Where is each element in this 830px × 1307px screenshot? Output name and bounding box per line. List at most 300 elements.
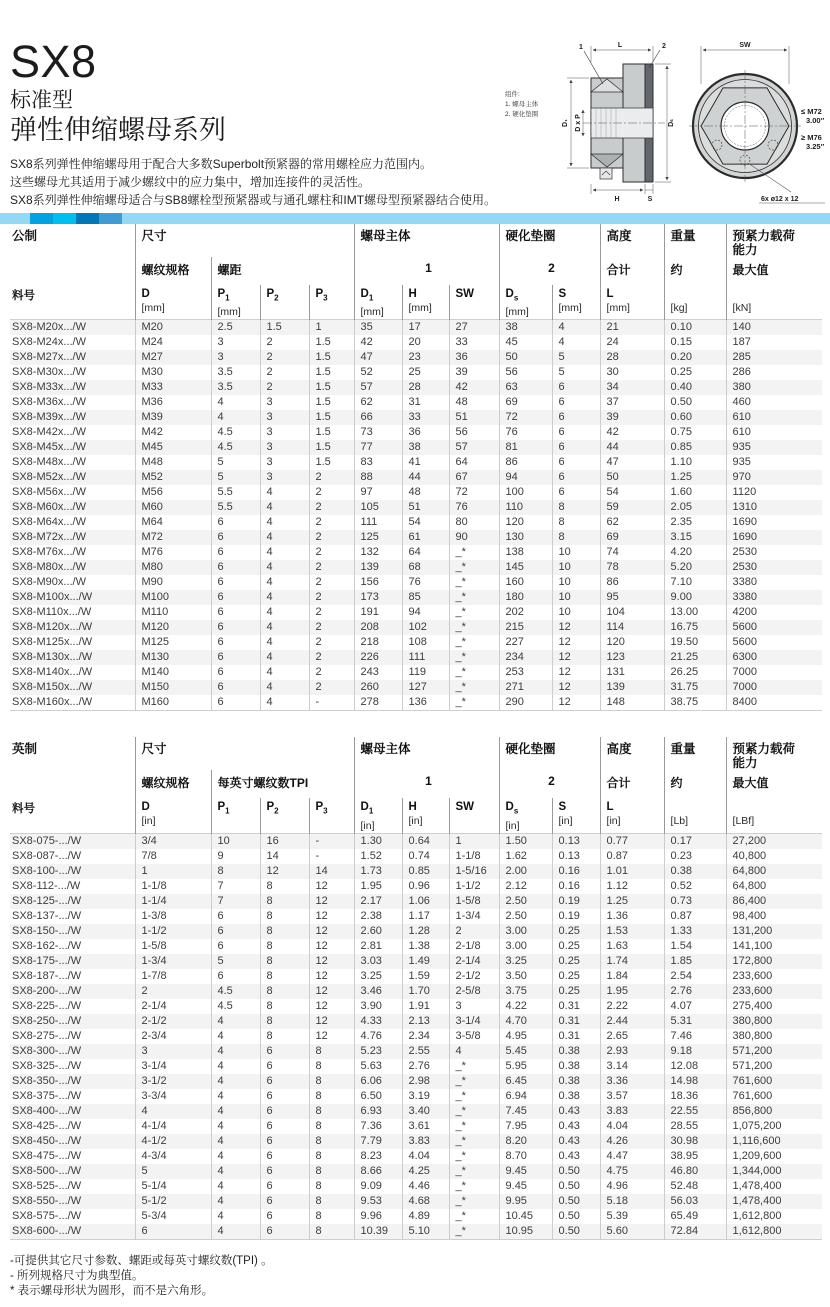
type-label: 标准型: [10, 89, 73, 112]
spec-value: _*: [449, 635, 499, 650]
spec-value: 1.60: [664, 485, 726, 500]
spec-value: _*: [449, 1164, 499, 1179]
spec-value: 10: [552, 605, 600, 620]
spec-value: 6: [260, 1164, 309, 1179]
part-number: SX8-M27x.../W: [12, 351, 86, 364]
spec-value: 0.38: [552, 1089, 600, 1104]
column-header: S [mm]: [552, 285, 600, 320]
spec-value: 2: [260, 380, 309, 395]
spec-value: 8: [309, 1164, 354, 1179]
subgroup-header: 每英寸螺纹数TPI: [211, 770, 354, 798]
table-row: [10, 879, 822, 894]
table-row: [10, 335, 822, 350]
column-header: $P_2$: [260, 285, 309, 320]
spec-value: 4.25: [402, 1164, 449, 1179]
spec-value: 5: [211, 954, 260, 969]
column-header: $P_3$: [309, 285, 354, 320]
spec-value: 0.25: [664, 365, 726, 380]
spec-value: 8.70: [499, 1149, 552, 1164]
table-row: [10, 680, 822, 695]
spec-value: 28: [402, 380, 449, 395]
spec-value: 4200: [726, 605, 822, 620]
spec-value: 9.95: [499, 1194, 552, 1209]
spec-value: _*: [449, 1089, 499, 1104]
spec-value: 6: [260, 1209, 309, 1224]
spec-value: 1-1/2: [135, 924, 211, 939]
spec-value: 0.50: [552, 1179, 600, 1194]
spec-value: 2: [309, 515, 354, 530]
spec-value: 1: [309, 320, 354, 336]
dim-label-L: L: [617, 42, 623, 49]
part-number: SX8-525-.../W: [12, 1179, 82, 1192]
spec-value: 6: [211, 530, 260, 545]
spec-value: 1.10: [664, 455, 726, 470]
part-number: SX8-475-.../W: [12, 1149, 82, 1162]
spec-value: 0.15: [664, 335, 726, 350]
spec-value: M72: [135, 530, 211, 545]
subgroup-header: 螺纹规格: [135, 257, 211, 285]
spec-value: 3: [260, 470, 309, 485]
spec-value: 10.39: [354, 1224, 402, 1240]
spec-value: 1.62: [499, 849, 552, 864]
spec-value: 2.38: [354, 909, 402, 924]
column-header: [LBf]: [726, 798, 822, 833]
spec-value: 4: [211, 1059, 260, 1074]
spec-value: 0.19: [552, 909, 600, 924]
part-number: SX8-250-.../W: [12, 1014, 82, 1027]
spec-value: M20: [135, 320, 211, 336]
column-header: [Lb]: [664, 798, 726, 833]
subgroup-header: 2: [499, 257, 600, 285]
part-number: SX8-M140x.../W: [12, 666, 93, 679]
spec-value: 40,800: [726, 849, 822, 864]
spec-value: 61: [402, 530, 449, 545]
table-row: [10, 833, 822, 849]
spec-value: 8: [309, 1209, 354, 1224]
spec-value: 1.5: [309, 410, 354, 425]
group-header: 尺寸: [135, 737, 354, 770]
spec-value: 2530: [726, 545, 822, 560]
spec-value: 8.20: [499, 1134, 552, 1149]
spec-value: 1.5: [309, 365, 354, 380]
spec-value: 94: [499, 470, 552, 485]
spec-value: 3: [260, 440, 309, 455]
column-header: D [mm]: [135, 285, 211, 320]
spec-value: 8: [260, 1014, 309, 1029]
spec-value: 111: [354, 515, 402, 530]
spec-value: 138: [499, 545, 552, 560]
spec-value: 67: [449, 470, 499, 485]
spec-value: 5: [211, 470, 260, 485]
spec-value: 36: [402, 425, 449, 440]
spec-value: 285: [726, 350, 822, 365]
spec-value: 1.06: [402, 894, 449, 909]
callout-1: 1: [579, 44, 583, 51]
spec-value: 4.22: [499, 999, 552, 1014]
spec-value: 4: [260, 500, 309, 515]
spec-value: 3.50: [499, 969, 552, 984]
spec-value: 1.5: [309, 440, 354, 455]
spec-value: 12: [309, 954, 354, 969]
spec-value: 1.5: [309, 335, 354, 350]
spec-value: 4: [260, 530, 309, 545]
spec-value: 3-3/4: [135, 1089, 211, 1104]
group-header: 尺寸: [135, 224, 354, 257]
table-row: [10, 560, 822, 575]
spec-value: 0.25: [552, 954, 600, 969]
spec-value: M45: [135, 440, 211, 455]
spec-value: 6: [552, 425, 600, 440]
spec-value: 3.83: [600, 1104, 664, 1119]
spec-value: 0.52: [664, 879, 726, 894]
annotation-min-round-in: 3.25″: [806, 142, 825, 151]
spec-value: 56.03: [664, 1194, 726, 1209]
part-number: SX8-M160x.../W: [12, 696, 93, 709]
technical-drawing: [503, 34, 828, 209]
spec-value: 1,075,200: [726, 1119, 822, 1134]
spec-value: 6: [211, 545, 260, 560]
spec-value: 12: [552, 665, 600, 680]
spec-value: 33: [402, 410, 449, 425]
spec-value: 3: [449, 999, 499, 1014]
spec-value: 4: [260, 545, 309, 560]
dim-label-DxP: D x P: [575, 114, 582, 132]
spec-value: 1,612,800: [726, 1224, 822, 1240]
spec-value: 8400: [726, 695, 822, 711]
spec-value: 12: [309, 894, 354, 909]
spec-value: 9.96: [354, 1209, 402, 1224]
spec-value: 3/4: [135, 833, 211, 849]
spec-value: 86,400: [726, 894, 822, 909]
spec-value: 127: [402, 680, 449, 695]
subgroup-header: 螺距: [211, 257, 354, 285]
spec-value: 42: [600, 425, 664, 440]
spec-value: 47: [600, 455, 664, 470]
spec-value: 76: [499, 425, 552, 440]
spec-value: 4: [260, 665, 309, 680]
spec-value: 31.75: [664, 680, 726, 695]
spec-value: 6: [211, 969, 260, 984]
spec-value: 1-3/4: [449, 909, 499, 924]
spec-value: 4: [211, 1074, 260, 1089]
spec-value: 380: [726, 380, 822, 395]
spec-value: 2: [309, 590, 354, 605]
spec-value: 56: [499, 365, 552, 380]
spec-value: _*: [449, 620, 499, 635]
spec-value: 0.64: [402, 833, 449, 849]
spec-value: 10: [211, 833, 260, 849]
spec-value: 45: [499, 335, 552, 350]
spec-value: 1.53: [600, 924, 664, 939]
spec-value: 2-1/2: [449, 969, 499, 984]
spec-value: 3.00: [499, 939, 552, 954]
spec-value: 4: [552, 320, 600, 336]
spec-value: _*: [449, 650, 499, 665]
spec-value: 64: [402, 545, 449, 560]
spec-value: 17: [402, 320, 449, 336]
part-number: SX8-075-.../W: [12, 834, 82, 847]
spec-value: 3: [260, 455, 309, 470]
accent-bar-segment: [30, 213, 53, 224]
group-header: 预紧力载荷 能力: [726, 224, 822, 257]
table-row: [10, 515, 822, 530]
group-header: 螺母主体: [354, 737, 499, 770]
spec-value: 0.85: [402, 864, 449, 879]
front-view: [689, 42, 825, 203]
spec-value: 0.74: [402, 849, 449, 864]
table-row: [10, 695, 822, 711]
spec-value: 10.45: [499, 1209, 552, 1224]
spec-value: 9.18: [664, 1044, 726, 1059]
spec-value: 4.95: [499, 1029, 552, 1044]
spec-value: 8: [260, 894, 309, 909]
spec-value: 1-1/4: [135, 894, 211, 909]
spec-value: 6: [260, 1089, 309, 1104]
spec-value: 0.38: [552, 1059, 600, 1074]
part-number: SX8-M150x.../W: [12, 681, 93, 694]
group-header: 螺母主体: [354, 224, 499, 257]
spec-value: 1-7/8: [135, 969, 211, 984]
spec-value: 6: [260, 1104, 309, 1119]
spec-value: 4: [211, 1164, 260, 1179]
spec-value: _*: [449, 560, 499, 575]
spec-value: 81: [499, 440, 552, 455]
spec-value: 1.25: [664, 470, 726, 485]
spec-value: 120: [600, 635, 664, 650]
spec-value: 8: [309, 1104, 354, 1119]
spec-value: 7: [211, 879, 260, 894]
spec-value: 14.98: [664, 1074, 726, 1089]
column-header: SW: [449, 798, 499, 833]
spec-value: M80: [135, 560, 211, 575]
spec-value: 4.5: [211, 999, 260, 1014]
spec-value: 10: [552, 575, 600, 590]
spec-value: 120: [499, 515, 552, 530]
spec-value: 6.06: [354, 1074, 402, 1089]
subgroup-header: 约: [664, 770, 726, 798]
spec-value: _*: [449, 1104, 499, 1119]
spec-value: 73: [354, 425, 402, 440]
spec-value: 1.74: [600, 954, 664, 969]
spec-value: 4: [211, 1134, 260, 1149]
spec-value: M56: [135, 485, 211, 500]
table-row: [10, 1134, 822, 1149]
spec-value: 0.16: [552, 879, 600, 894]
spec-value: 8: [309, 1074, 354, 1089]
spec-value: 111: [402, 650, 449, 665]
spec-value: 243: [354, 665, 402, 680]
spec-value: 0.13: [552, 849, 600, 864]
spec-value: 4: [552, 335, 600, 350]
spec-value: M48: [135, 455, 211, 470]
spec-value: 2.5: [211, 320, 260, 336]
spec-value: 761,600: [726, 1074, 822, 1089]
spec-value: 10: [552, 590, 600, 605]
spec-value: 2: [309, 500, 354, 515]
spec-value: 2: [309, 665, 354, 680]
subgroup-header: 合计: [600, 257, 664, 285]
spec-value: 2-1/8: [449, 939, 499, 954]
spec-value: _*: [449, 1209, 499, 1224]
spec-value: 2.81: [354, 939, 402, 954]
spec-value: 68: [402, 560, 449, 575]
spec-value: 2: [135, 984, 211, 999]
spec-value: M120: [135, 620, 211, 635]
spec-value: 233,600: [726, 969, 822, 984]
table-row: [10, 924, 822, 939]
spec-value: 202: [499, 605, 552, 620]
spec-value: 28: [600, 350, 664, 365]
spec-value: 1.85: [664, 954, 726, 969]
spec-value: 0.50: [552, 1164, 600, 1179]
spec-value: 2: [309, 560, 354, 575]
spec-value: 0.25: [552, 924, 600, 939]
subgroup-header: 1: [354, 770, 499, 798]
table-row: [10, 545, 822, 560]
column-header: [kg]: [664, 285, 726, 320]
part-number: SX8-550-.../W: [12, 1194, 82, 1207]
subgroup-header: 2: [499, 770, 600, 798]
spec-value: 74: [600, 545, 664, 560]
spec-value: 2.50: [499, 894, 552, 909]
spec-value: 1.28: [402, 924, 449, 939]
spec-value: 100: [499, 485, 552, 500]
spec-value: 856,800: [726, 1104, 822, 1119]
spec-value: 8.66: [354, 1164, 402, 1179]
page-header: [0, 0, 830, 213]
spec-value: 460: [726, 395, 822, 410]
spec-value: 2-3/4: [135, 1029, 211, 1044]
spec-value: 104: [600, 605, 664, 620]
part-number: SX8-M72x.../W: [12, 531, 86, 544]
spec-value: 2: [309, 575, 354, 590]
spec-value: 4.76: [354, 1029, 402, 1044]
table-row: [10, 455, 822, 470]
spec-value: 234: [499, 650, 552, 665]
spec-value: 2: [309, 680, 354, 695]
spec-value: 3.46: [354, 984, 402, 999]
spec-value: 95: [600, 590, 664, 605]
spec-value: 0.75: [664, 425, 726, 440]
spec-value: 0.31: [552, 1014, 600, 1029]
group-header: 硬化垫圈: [499, 737, 600, 770]
spec-value: _*: [449, 1179, 499, 1194]
spec-value: M160: [135, 695, 211, 711]
spec-value: 52.48: [664, 1179, 726, 1194]
spec-value: 50: [499, 350, 552, 365]
spec-value: 8: [309, 1044, 354, 1059]
spec-value: 12: [309, 939, 354, 954]
spec-value: 4.75: [600, 1164, 664, 1179]
table-row: [10, 1014, 822, 1029]
spec-value: 6: [260, 1224, 309, 1240]
spec-value: 64,800: [726, 864, 822, 879]
spec-value: 6.93: [354, 1104, 402, 1119]
spec-value: _*: [449, 1074, 499, 1089]
spec-value: 4: [260, 515, 309, 530]
part-number: SX8-300-.../W: [12, 1044, 82, 1057]
spec-value: 20: [402, 335, 449, 350]
spec-value: 54: [402, 515, 449, 530]
spec-value: 4.20: [664, 545, 726, 560]
spec-value: 8: [260, 984, 309, 999]
table-row: [10, 440, 822, 455]
spec-value: 26.25: [664, 665, 726, 680]
spec-value: 8: [309, 1224, 354, 1240]
dim-label-H: H: [614, 196, 620, 203]
part-number: SX8-M33x.../W: [12, 381, 86, 394]
accent-bar-segment: [53, 213, 76, 224]
subgroup-header: 螺纹规格: [135, 770, 211, 798]
spec-value: 0.38: [552, 1044, 600, 1059]
table-row: [10, 1224, 822, 1240]
part-number: SX8-M60x.../W: [12, 501, 86, 514]
spec-value: 69: [600, 530, 664, 545]
spec-value: 9: [211, 849, 260, 864]
spec-value: _*: [449, 575, 499, 590]
spec-value: 6: [552, 380, 600, 395]
spec-value: 6: [211, 909, 260, 924]
table-row: [10, 350, 822, 365]
spec-value: 4.89: [402, 1209, 449, 1224]
group-header: 高度: [600, 737, 664, 770]
spec-value: 27,200: [726, 833, 822, 849]
spec-value: 4.5: [211, 984, 260, 999]
spec-value: 3.25: [499, 954, 552, 969]
spec-value: 180: [499, 590, 552, 605]
footnote: -可提供其它尺寸参数、螺距或每英寸螺纹数(TPI) 。: [10, 1254, 273, 1267]
spec-value: 3.25: [354, 969, 402, 984]
table-row: [10, 380, 822, 395]
spec-value: 83: [354, 455, 402, 470]
spec-value: 139: [354, 560, 402, 575]
spec-value: 105: [354, 500, 402, 515]
spec-value: 8: [309, 1134, 354, 1149]
part-number: SX8-M45x.../W: [12, 441, 86, 454]
spec-value: 7: [211, 894, 260, 909]
part-number: SX8-150-.../W: [12, 924, 82, 937]
spec-value: 3.83: [402, 1134, 449, 1149]
spec-value: 41: [402, 455, 449, 470]
spec-value: 39: [600, 410, 664, 425]
spec-value: 6: [552, 470, 600, 485]
callout-2: 2: [662, 43, 666, 50]
spec-value: 5.95: [499, 1059, 552, 1074]
spec-value: _*: [449, 605, 499, 620]
spec-value: 1,209,600: [726, 1149, 822, 1164]
spec-value: 141,100: [726, 939, 822, 954]
spec-value: M100: [135, 590, 211, 605]
spec-value: 1.12: [600, 879, 664, 894]
spec-value: 8: [260, 954, 309, 969]
part-number: SX8-M56x.../W: [12, 486, 86, 499]
spec-value: 1.5: [309, 380, 354, 395]
spec-value: _*: [449, 590, 499, 605]
table-row: [10, 1164, 822, 1179]
spec-value: 5: [552, 365, 600, 380]
spec-value: 62: [354, 395, 402, 410]
spec-value: 12: [552, 620, 600, 635]
spec-value: 4: [211, 1224, 260, 1240]
spec-value: 37: [600, 395, 664, 410]
spec-value: 3380: [726, 590, 822, 605]
spec-value: 145: [499, 560, 552, 575]
spec-value: 6.94: [499, 1089, 552, 1104]
spec-value: 6: [211, 515, 260, 530]
column-header: SW: [449, 285, 499, 320]
spec-value: 76: [402, 575, 449, 590]
spec-value: 4.96: [600, 1179, 664, 1194]
